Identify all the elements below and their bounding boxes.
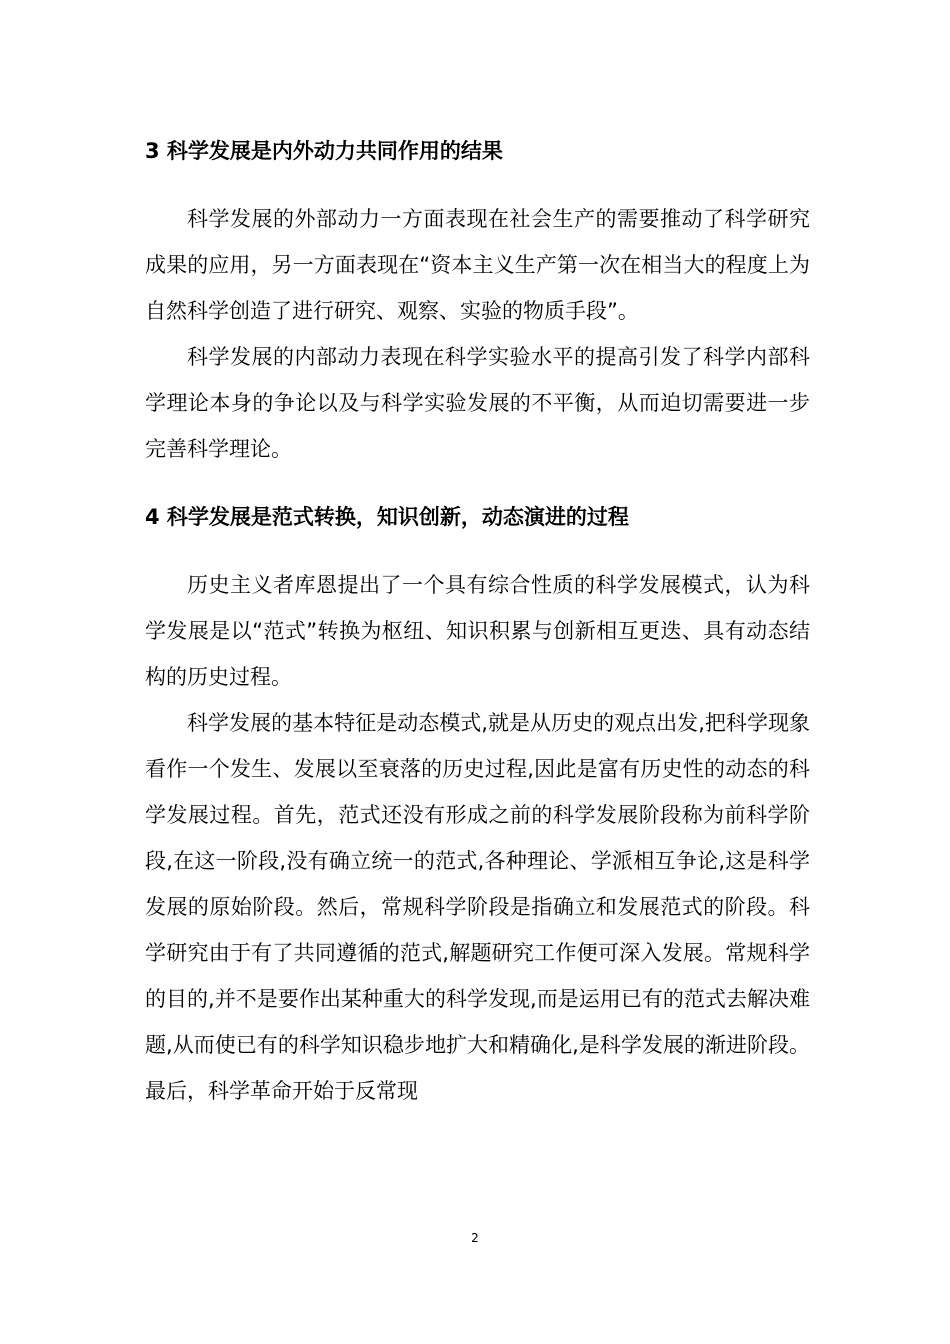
section-3-heading: 3 科学发展是内外动力共同作用的结果 [145,139,503,163]
section-3-paragraph-2: 科学发展的内部动力表现在科学实验水平的提高引发了科学内部科学理论本身的争论以及与科学实验发展的不平衡，从而迫切需要进一步完善科学理论。 [145,345,810,461]
section-4-paragraph-2: 科学发展的基本特征是动态模式,就是从历史的观点出发,把科学现象看作一个发生、发展以至衰落的历史过程,因此是富有历史性的动态的科学发展过程。首先，范式还没有形成之前的科学发展阶段称为前科学阶段,在这一阶段,没有确立统一的范式,各种理论、学派相互争论,这是科学发展的原始阶段。然后，常规科学阶段是指确立和发展范式的阶段。科学研究由于有了共同遵循的范式,解题研究工作便可深入发展。常规科学的目的,并不是要作出某种重大的科学发现,而是运用已有的范式去解决难题,从而使已有的科学知识稳步地扩大和精确化,是科学发展的渐进阶段。最后，科学革命开始于反常现 [145,711,810,1103]
section-4-paragraph-1: 历史主义者库恩提出了一个具有综合性质的科学发展模式，认为科学发展是以“范式”转换为枢纽、知识积累与创新相互更迭、具有动态结构的历史过程。 [145,573,810,689]
section-4-heading: 4 科学发展是范式转换，知识创新，动态演进的过程 [145,505,629,529]
document-body [145,128,810,1114]
page-number: 2 [471,1231,479,1245]
section-3-paragraph-1: 科学发展的外部动力一方面表现在社会生产的需要推动了科学研究成果的应用，另一方面表现在“资本主义生产第一次在相当大的程度上为自然科学创造了进行研究、观察、实验的物质手段”。 [145,207,810,323]
